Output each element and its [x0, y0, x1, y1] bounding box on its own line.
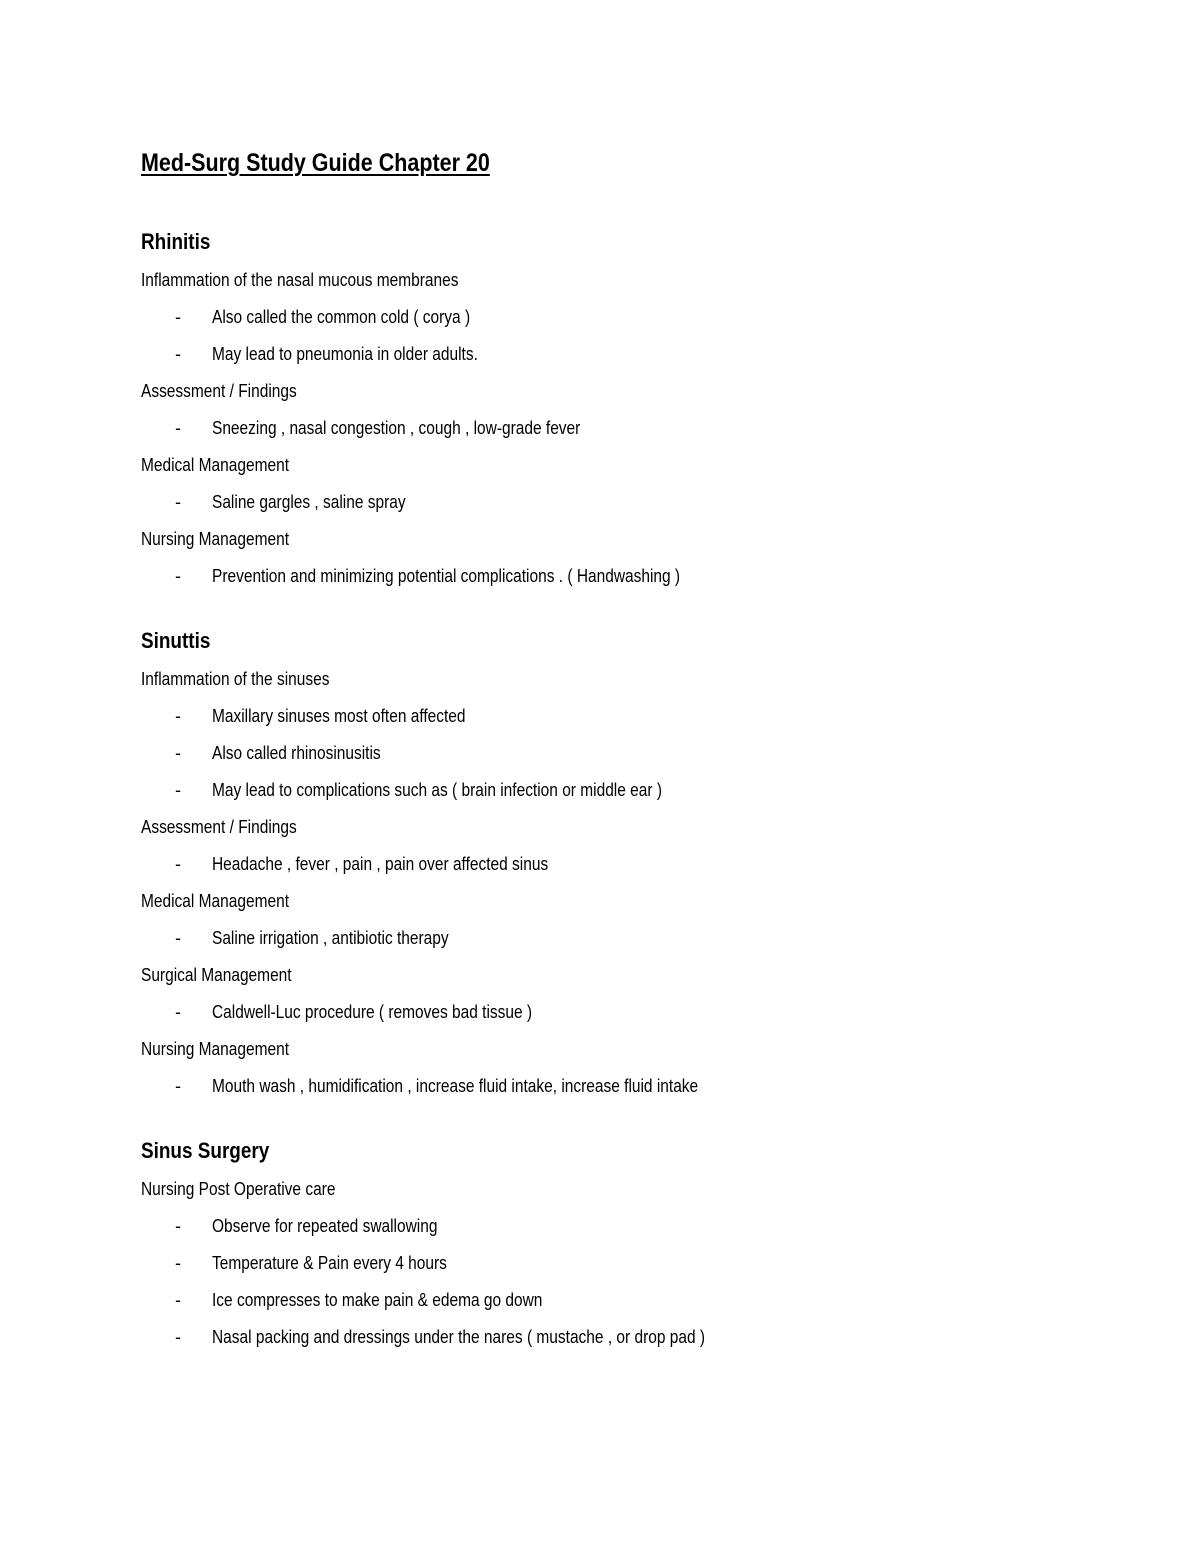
bullet-text: Observe for repeated swallowing — [212, 1216, 438, 1236]
bullet-dash: - — [175, 1327, 181, 1347]
bullet-dash: - — [175, 780, 181, 800]
bullet-item — [141, 920, 1101, 957]
bullet-text: Nasal packing and dressings under the nares ( mustache , or drop pad ) — [212, 1327, 706, 1347]
bullet-item — [141, 735, 1101, 772]
section-heading: Sinuttis — [141, 628, 211, 653]
section — [141, 1134, 1101, 1356]
bullet-item — [141, 772, 1101, 809]
bullet-dash: - — [175, 418, 181, 438]
bullet-dash: - — [175, 344, 181, 364]
subheading-line: Medical Management — [141, 455, 290, 475]
subheading-line: Medical Management — [141, 891, 290, 911]
bullet-item — [141, 1282, 1101, 1319]
bullet-item — [141, 1068, 1101, 1105]
sections-container — [141, 225, 1101, 1356]
bullet-text: Maxillary sinuses most often affected — [212, 706, 466, 726]
bullet-text: Ice compresses to make pain & edema go down — [212, 1290, 543, 1310]
bullet-text: Temperature & Pain every 4 hours — [212, 1253, 447, 1273]
bullet-dash: - — [175, 1002, 181, 1022]
bullet-text: Saline gargles , saline spray — [212, 492, 406, 512]
bullet-text: Prevention and minimizing potential complications . ( Handwashing ) — [212, 566, 681, 586]
bullet-text: Saline irrigation , antibiotic therapy — [212, 928, 449, 948]
bullet-text: Mouth wash , humidification , increase fluid intake, increase fluid intake — [212, 1076, 699, 1096]
bullet-dash: - — [175, 854, 181, 874]
subheading-line: Inflammation of the nasal mucous membranes — [141, 270, 459, 290]
bullet-item — [141, 558, 1101, 595]
bullet-item — [141, 1245, 1101, 1282]
bullet-dash: - — [175, 1290, 181, 1310]
bullet-dash: - — [175, 1253, 181, 1273]
bullet-item — [141, 1319, 1101, 1356]
bullet-item — [141, 410, 1101, 447]
bullet-item — [141, 994, 1101, 1031]
section-heading: Rhinitis — [141, 229, 211, 254]
bullet-text: Also called rhinosinusitis — [212, 743, 381, 763]
subheading-line: Assessment / Findings — [141, 817, 297, 837]
bullet-dash: - — [175, 566, 181, 586]
bullet-text: Caldwell-Luc procedure ( removes bad tissue ) — [212, 1002, 533, 1022]
bullet-item — [141, 484, 1101, 521]
bullet-dash: - — [175, 492, 181, 512]
bullet-dash: - — [175, 928, 181, 948]
section-heading: Sinus Surgery — [141, 1138, 270, 1163]
subheading-line: Inflammation of the sinuses — [141, 669, 330, 689]
section — [141, 225, 1101, 595]
bullet-dash: - — [175, 1076, 181, 1096]
subheading-line: Surgical Management — [141, 965, 292, 985]
bullet-text: Headache , fever , pain , pain over affected sinus — [212, 854, 549, 874]
bullet-item — [141, 698, 1101, 735]
bullet-dash: - — [175, 307, 181, 327]
subheading-line: Nursing Management — [141, 529, 290, 549]
bullet-dash: - — [175, 706, 181, 726]
bullet-dash: - — [175, 743, 181, 763]
bullet-text: May lead to pneumonia in older adults. — [212, 344, 478, 364]
subheading-line: Assessment / Findings — [141, 381, 297, 401]
section — [141, 624, 1101, 1105]
bullet-item — [141, 846, 1101, 883]
bullet-text: Also called the common cold ( corya ) — [212, 307, 471, 327]
bullet-item — [141, 1208, 1101, 1245]
subheading-line: Nursing Post Operative care — [141, 1179, 336, 1199]
bullet-item — [141, 299, 1101, 336]
document-body — [141, 145, 1101, 1356]
bullet-dash: - — [175, 1216, 181, 1236]
bullet-text: May lead to complications such as ( brain infection or middle ear ) — [212, 780, 662, 800]
bullet-text: Sneezing , nasal congestion , cough , low-grade fever — [212, 418, 581, 438]
bullet-item — [141, 336, 1101, 373]
document-title: Med-Surg Study Guide Chapter 20 — [141, 149, 490, 177]
subheading-line: Nursing Management — [141, 1039, 290, 1059]
